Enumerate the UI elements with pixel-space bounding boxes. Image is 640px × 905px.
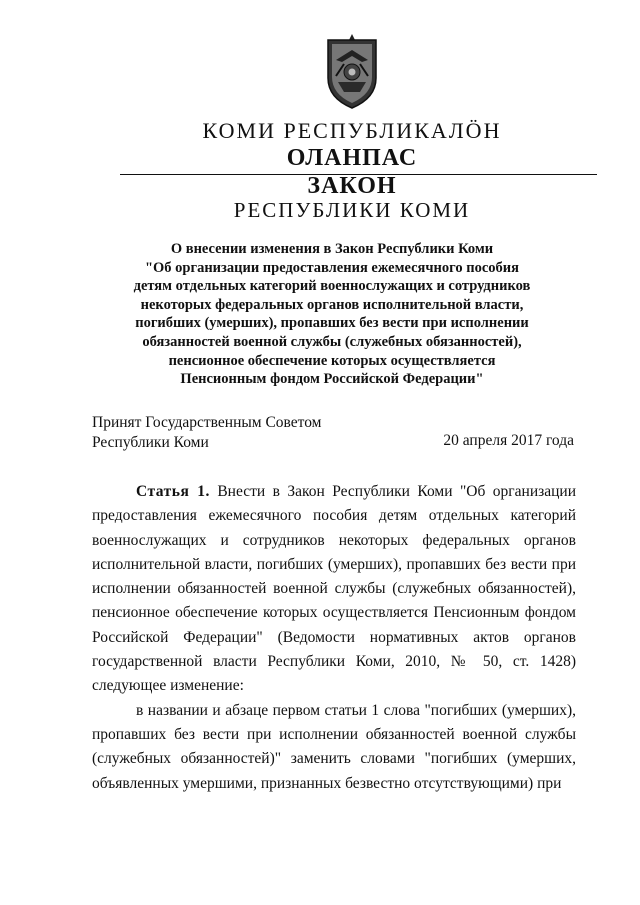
law-subject-title	[90, 240, 574, 389]
article-1-text: Внести в Закон Республики Коми "Об организации предоставления ежемесячного пособия детям отдельных категорий военнослужащих и сотрудников некоторых федеральных органов исполнительной власти, погибших (умерших), пропавших без вести при исполнении обязанностей военной службы (служебных обязанностей), пенсионное обеспечение которых осуществляется Пенсионным фондом Российской Федерации" (Ведомости нормативных актов органов государственной власти Республики Коми, 2010, № 50, ст. 1428) следующее изменение:	[92, 483, 576, 695]
subject-line: О внесении изменения в Закон Республики Коми	[170, 241, 494, 257]
adoption-statement	[92, 413, 322, 453]
komi-header-line: КОМИ РЕСПУБЛИКАЛӦН	[202, 118, 502, 143]
subject-line: некоторых федеральных органов исполнительной власти,	[140, 296, 524, 313]
adoption-date: 20 апреля 2017 года	[443, 432, 574, 449]
article-1-body	[92, 480, 576, 796]
respubliki-header-line: РЕСПУБЛИКИ КОМИ	[233, 198, 471, 222]
subject-line: Пенсионным фондом Российской Федерации"	[180, 371, 484, 388]
subject-line: "Об организации предоставления ежемесячного пособия	[144, 259, 520, 276]
article-1-paragraph-1	[92, 480, 576, 699]
coat-of-arms-emblem	[322, 30, 382, 110]
article-1-label: Статья 1.	[136, 483, 210, 500]
subject-line: детям отдельных категорий военнослужащих и сотрудников	[133, 278, 531, 295]
article-1-paragraph-2: в названии и абзаце первом статьи 1 слова "погибших (умерших), пропавших без вести при исполнении обязанностей военной службы (служебных обязанностей)" заменить словами "погибших (умерших, объявленных умершими, признанных безвестно отсутствующими) при	[92, 701, 576, 792]
subject-line: погибших (умерших), пропавших без вести при исполнении	[135, 315, 529, 332]
subject-line: пенсионное обеспечение которых осуществляется	[168, 352, 496, 369]
olanpas-header-line: ОЛАНПАС	[286, 145, 418, 171]
adoption-line-1: Принят Государственным Советом	[92, 414, 322, 431]
zakon-header-line: ЗАКОН	[307, 173, 397, 199]
subject-line: обязанностей военной службы (служебных обязанностей),	[142, 333, 522, 350]
adoption-line-2: Республики Коми	[92, 434, 209, 451]
